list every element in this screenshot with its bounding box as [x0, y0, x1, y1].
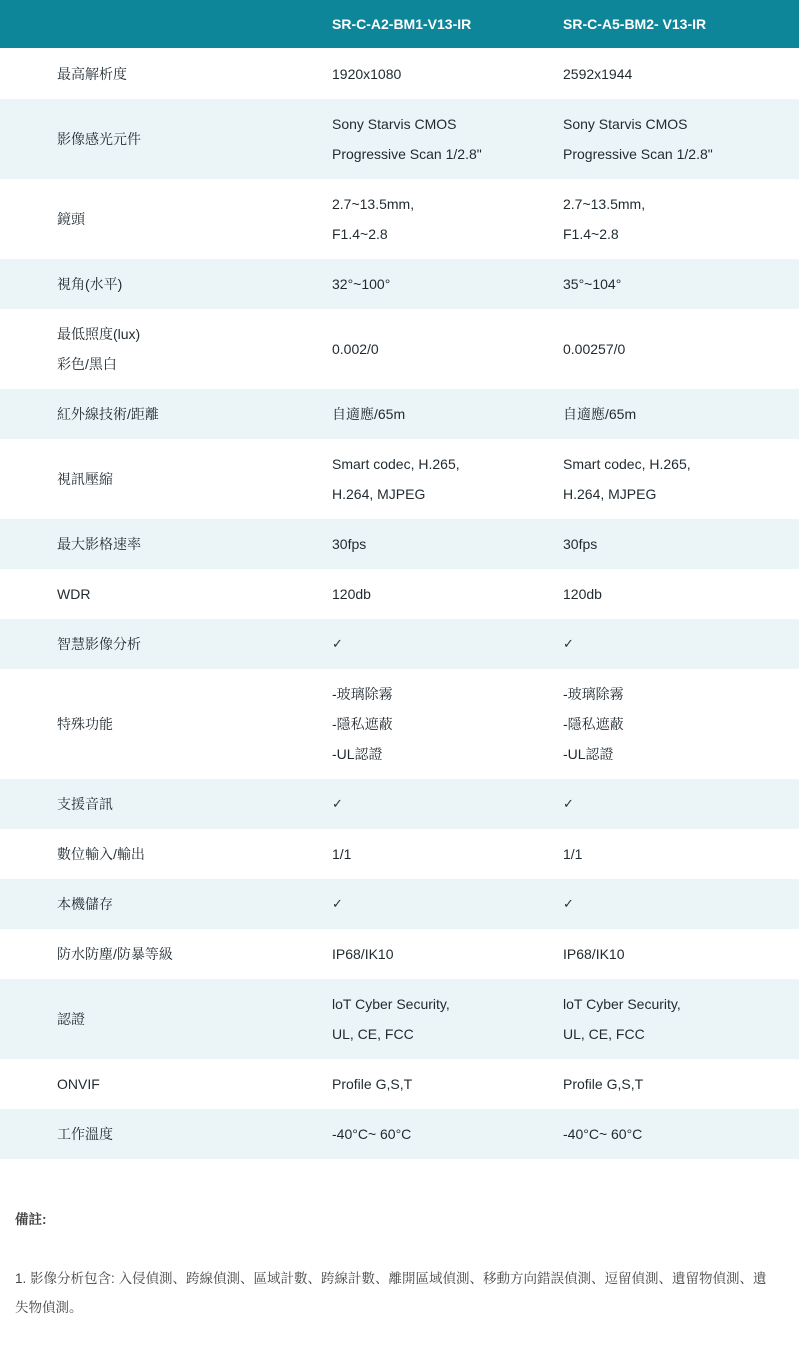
- spec-label-text: 視角(水平): [57, 276, 123, 292]
- model-b-value-cell: [562, 779, 799, 829]
- spec-label-cell: [0, 259, 331, 309]
- model-b-value-text: -UL認證: [563, 746, 614, 762]
- spec-label-text: 鏡頭: [57, 211, 85, 227]
- spec-label-text: 認證: [57, 1011, 85, 1027]
- spec-label-cell: [0, 779, 331, 829]
- spec-row: [0, 619, 799, 669]
- model-b-value-cell: [562, 619, 799, 669]
- model-a-value-cell: [331, 879, 562, 929]
- model-a-value-cell: [331, 569, 562, 619]
- model-a-value-text: -UL認證: [332, 746, 383, 762]
- model-a-value-text: -玻璃除霧: [332, 686, 393, 702]
- model-a-value-cell: [331, 669, 562, 779]
- model-b-value-text: 2.7~13.5mm,: [563, 196, 646, 212]
- model-b-value-cell: [562, 829, 799, 879]
- spec-label-text: 防水防塵/防暴等級: [57, 946, 173, 962]
- spec-label-cell: [0, 879, 331, 929]
- model-b-value-text: 2592x1944: [563, 65, 633, 82]
- spec-row: [0, 389, 799, 439]
- spec-row: [0, 439, 799, 519]
- spec-label-cell: [0, 439, 331, 519]
- spec-label-cell: [0, 669, 331, 779]
- spec-label-text: 彩色/黑白: [57, 356, 117, 372]
- model-a-value-cell: [331, 309, 562, 389]
- checkmark-icon: ✓: [563, 896, 574, 911]
- spec-row: [0, 669, 799, 779]
- model-a-value-text: Progressive Scan 1/2.8": [332, 146, 482, 162]
- model-a-value-cell: [331, 179, 562, 259]
- header-label-cell: [0, 0, 331, 48]
- model-a-value-text: 120db: [332, 586, 371, 602]
- spec-row: [0, 979, 799, 1059]
- spec-label-text: 特殊功能: [57, 716, 113, 732]
- notes-body: 1. 影像分析包含: 入侵偵測、跨線偵測、區域計數、跨線計數、離開區域偵測、移動方向錯誤偵測、逗留偵測、遺留物偵測、遺失物偵測。: [15, 1271, 767, 1315]
- spec-label-cell: [0, 979, 331, 1059]
- checkmark-icon: ✓: [563, 636, 574, 651]
- model-b-value-text: -玻璃除霧: [563, 686, 624, 702]
- spec-row: [0, 519, 799, 569]
- model-a-value-cell: [331, 48, 562, 99]
- model-b-value-cell: [562, 179, 799, 259]
- model-b-value-text: 1/1: [563, 846, 583, 862]
- spec-row: [0, 829, 799, 879]
- model-a-value-cell: [331, 439, 562, 519]
- spec-row: [0, 309, 799, 389]
- spec-label-text: 紅外線技術/距離: [57, 406, 159, 422]
- spec-row: [0, 48, 799, 99]
- spec-label-text: 工作溫度: [57, 1126, 113, 1142]
- model-a-value-text: Sony Starvis CMOS: [332, 116, 457, 132]
- model-a-value-cell: [331, 779, 562, 829]
- model-a-value-text: 0.002/0: [332, 341, 379, 357]
- model-a-value-text: UL, CE, FCC: [332, 1026, 414, 1042]
- model-a-value-cell: [331, 1059, 562, 1109]
- model-b-value-text: UL, CE, FCC: [563, 1026, 645, 1042]
- model-a-value-cell: [331, 519, 562, 569]
- model-b-value-text: F1.4~2.8: [563, 226, 619, 242]
- spec-row: [0, 1109, 799, 1159]
- model-b-value-text: 30fps: [563, 536, 598, 552]
- header-row: [0, 0, 799, 48]
- model-a-value-text: F1.4~2.8: [332, 226, 388, 242]
- spec-label-text: WDR: [57, 586, 91, 602]
- model-b-value-cell: [562, 439, 799, 519]
- spec-label-text: 數位輸入/輸出: [57, 846, 145, 862]
- spec-label-text: ONVIF: [57, 1076, 100, 1092]
- spec-label-text: 支援音訊: [57, 796, 113, 812]
- spec-label-cell: [0, 929, 331, 979]
- model-a-value-text: 32°~100°: [332, 276, 391, 292]
- model-a-header: SR-C-A2-BM1-V13-IR: [331, 0, 562, 48]
- model-b-value-cell: [562, 569, 799, 619]
- model-a-value-cell: [331, 619, 562, 669]
- model-a-value-cell: [331, 99, 562, 179]
- spec-row: [0, 779, 799, 829]
- model-a-value-text: 1/1: [332, 846, 352, 862]
- model-b-value-cell: [562, 519, 799, 569]
- model-a-value-text: 自適應/65m: [332, 406, 406, 422]
- model-a-value-text: loT Cyber Security,: [332, 996, 450, 1012]
- model-a-value-text: H.264, MJPEG: [332, 486, 426, 502]
- model-b-value-text: Sony Starvis CMOS: [563, 116, 688, 132]
- notes-section: [15, 1202, 775, 1322]
- model-a-value-text: 2.7~13.5mm,: [332, 196, 415, 212]
- model-a-value-cell: [331, 979, 562, 1059]
- spec-label-cell: [0, 519, 331, 569]
- model-b-header: SR-C-A5-BM2- V13-IR: [562, 0, 799, 48]
- model-a-value-text: IP68/IK10: [332, 946, 394, 962]
- model-b-value-cell: [562, 929, 799, 979]
- spec-label-text: 最高解析度: [57, 65, 127, 82]
- model-b-value-cell: [562, 879, 799, 929]
- model-b-value-cell: [562, 48, 799, 99]
- model-b-value-text: loT Cyber Security,: [563, 996, 681, 1012]
- model-b-value-cell: [562, 1109, 799, 1159]
- spec-label-cell: [0, 569, 331, 619]
- model-b-value-text: H.264, MJPEG: [563, 486, 657, 502]
- model-b-value-cell: [562, 259, 799, 309]
- notes-title: 備註:: [15, 1212, 47, 1227]
- model-a-value-cell: [331, 929, 562, 979]
- spec-row: [0, 1059, 799, 1109]
- spec-row: [0, 99, 799, 179]
- model-b-value-text: Profile G,S,T: [563, 1076, 644, 1092]
- spec-row: [0, 179, 799, 259]
- model-a-value-cell: [331, 259, 562, 309]
- model-b-value-text: 120db: [563, 586, 602, 602]
- model-b-value-cell: [562, 669, 799, 779]
- model-b-value-text: 自適應/65m: [563, 406, 637, 422]
- model-b-value-cell: [562, 99, 799, 179]
- model-a-value-cell: [331, 1109, 562, 1159]
- spec-label-text: 視訊壓縮: [57, 471, 113, 487]
- spec-row: [0, 569, 799, 619]
- spec-label-cell: [0, 829, 331, 879]
- checkmark-icon: ✓: [332, 796, 343, 811]
- model-b-value-cell: [562, 1059, 799, 1109]
- spec-label-cell: [0, 1059, 331, 1109]
- model-b-value-text: 35°~104°: [563, 276, 622, 292]
- spec-label-cell: [0, 48, 331, 99]
- model-a-value-text: 30fps: [332, 536, 367, 552]
- spec-label-cell: [0, 179, 331, 259]
- model-b-value-text: Progressive Scan 1/2.8": [563, 146, 713, 162]
- spec-label-text: 智慧影像分析: [57, 636, 141, 652]
- model-a-value-text: -40°C~ 60°C: [332, 1126, 412, 1142]
- model-a-value-text: Profile G,S,T: [332, 1076, 413, 1092]
- model-b-value-cell: [562, 979, 799, 1059]
- checkmark-icon: ✓: [332, 636, 343, 651]
- model-b-value-text: 0.00257/0: [563, 341, 626, 357]
- model-a-value-cell: [331, 389, 562, 439]
- spec-label-text: 影像感光元件: [57, 131, 141, 147]
- model-b-value-text: Smart codec, H.265,: [563, 456, 691, 472]
- spec-label-text: 最大影格速率: [57, 536, 141, 552]
- spec-label-text: 最低照度(lux): [57, 326, 141, 342]
- spec-label-cell: [0, 99, 331, 179]
- model-a-value-cell: [331, 829, 562, 879]
- model-b-value-cell: [562, 309, 799, 389]
- spec-label-cell: [0, 309, 331, 389]
- spec-row: [0, 929, 799, 979]
- spec-label-cell: [0, 619, 331, 669]
- spec-label-cell: [0, 389, 331, 439]
- model-b-value-text: IP68/IK10: [563, 946, 625, 962]
- checkmark-icon: ✓: [332, 896, 343, 911]
- spec-label-cell: [0, 1109, 331, 1159]
- model-b-value-cell: [562, 389, 799, 439]
- spec-row: [0, 259, 799, 309]
- checkmark-icon: ✓: [563, 796, 574, 811]
- model-b-value-text: -隱私遮蔽: [563, 716, 624, 732]
- spec-label-text: 本機儲存: [57, 896, 113, 912]
- model-a-value-text: Smart codec, H.265,: [332, 456, 460, 472]
- spec-row: [0, 879, 799, 929]
- model-a-value-text: 1920x1080: [332, 65, 402, 82]
- model-b-value-text: -40°C~ 60°C: [563, 1126, 643, 1142]
- model-a-value-text: -隱私遮蔽: [332, 716, 393, 732]
